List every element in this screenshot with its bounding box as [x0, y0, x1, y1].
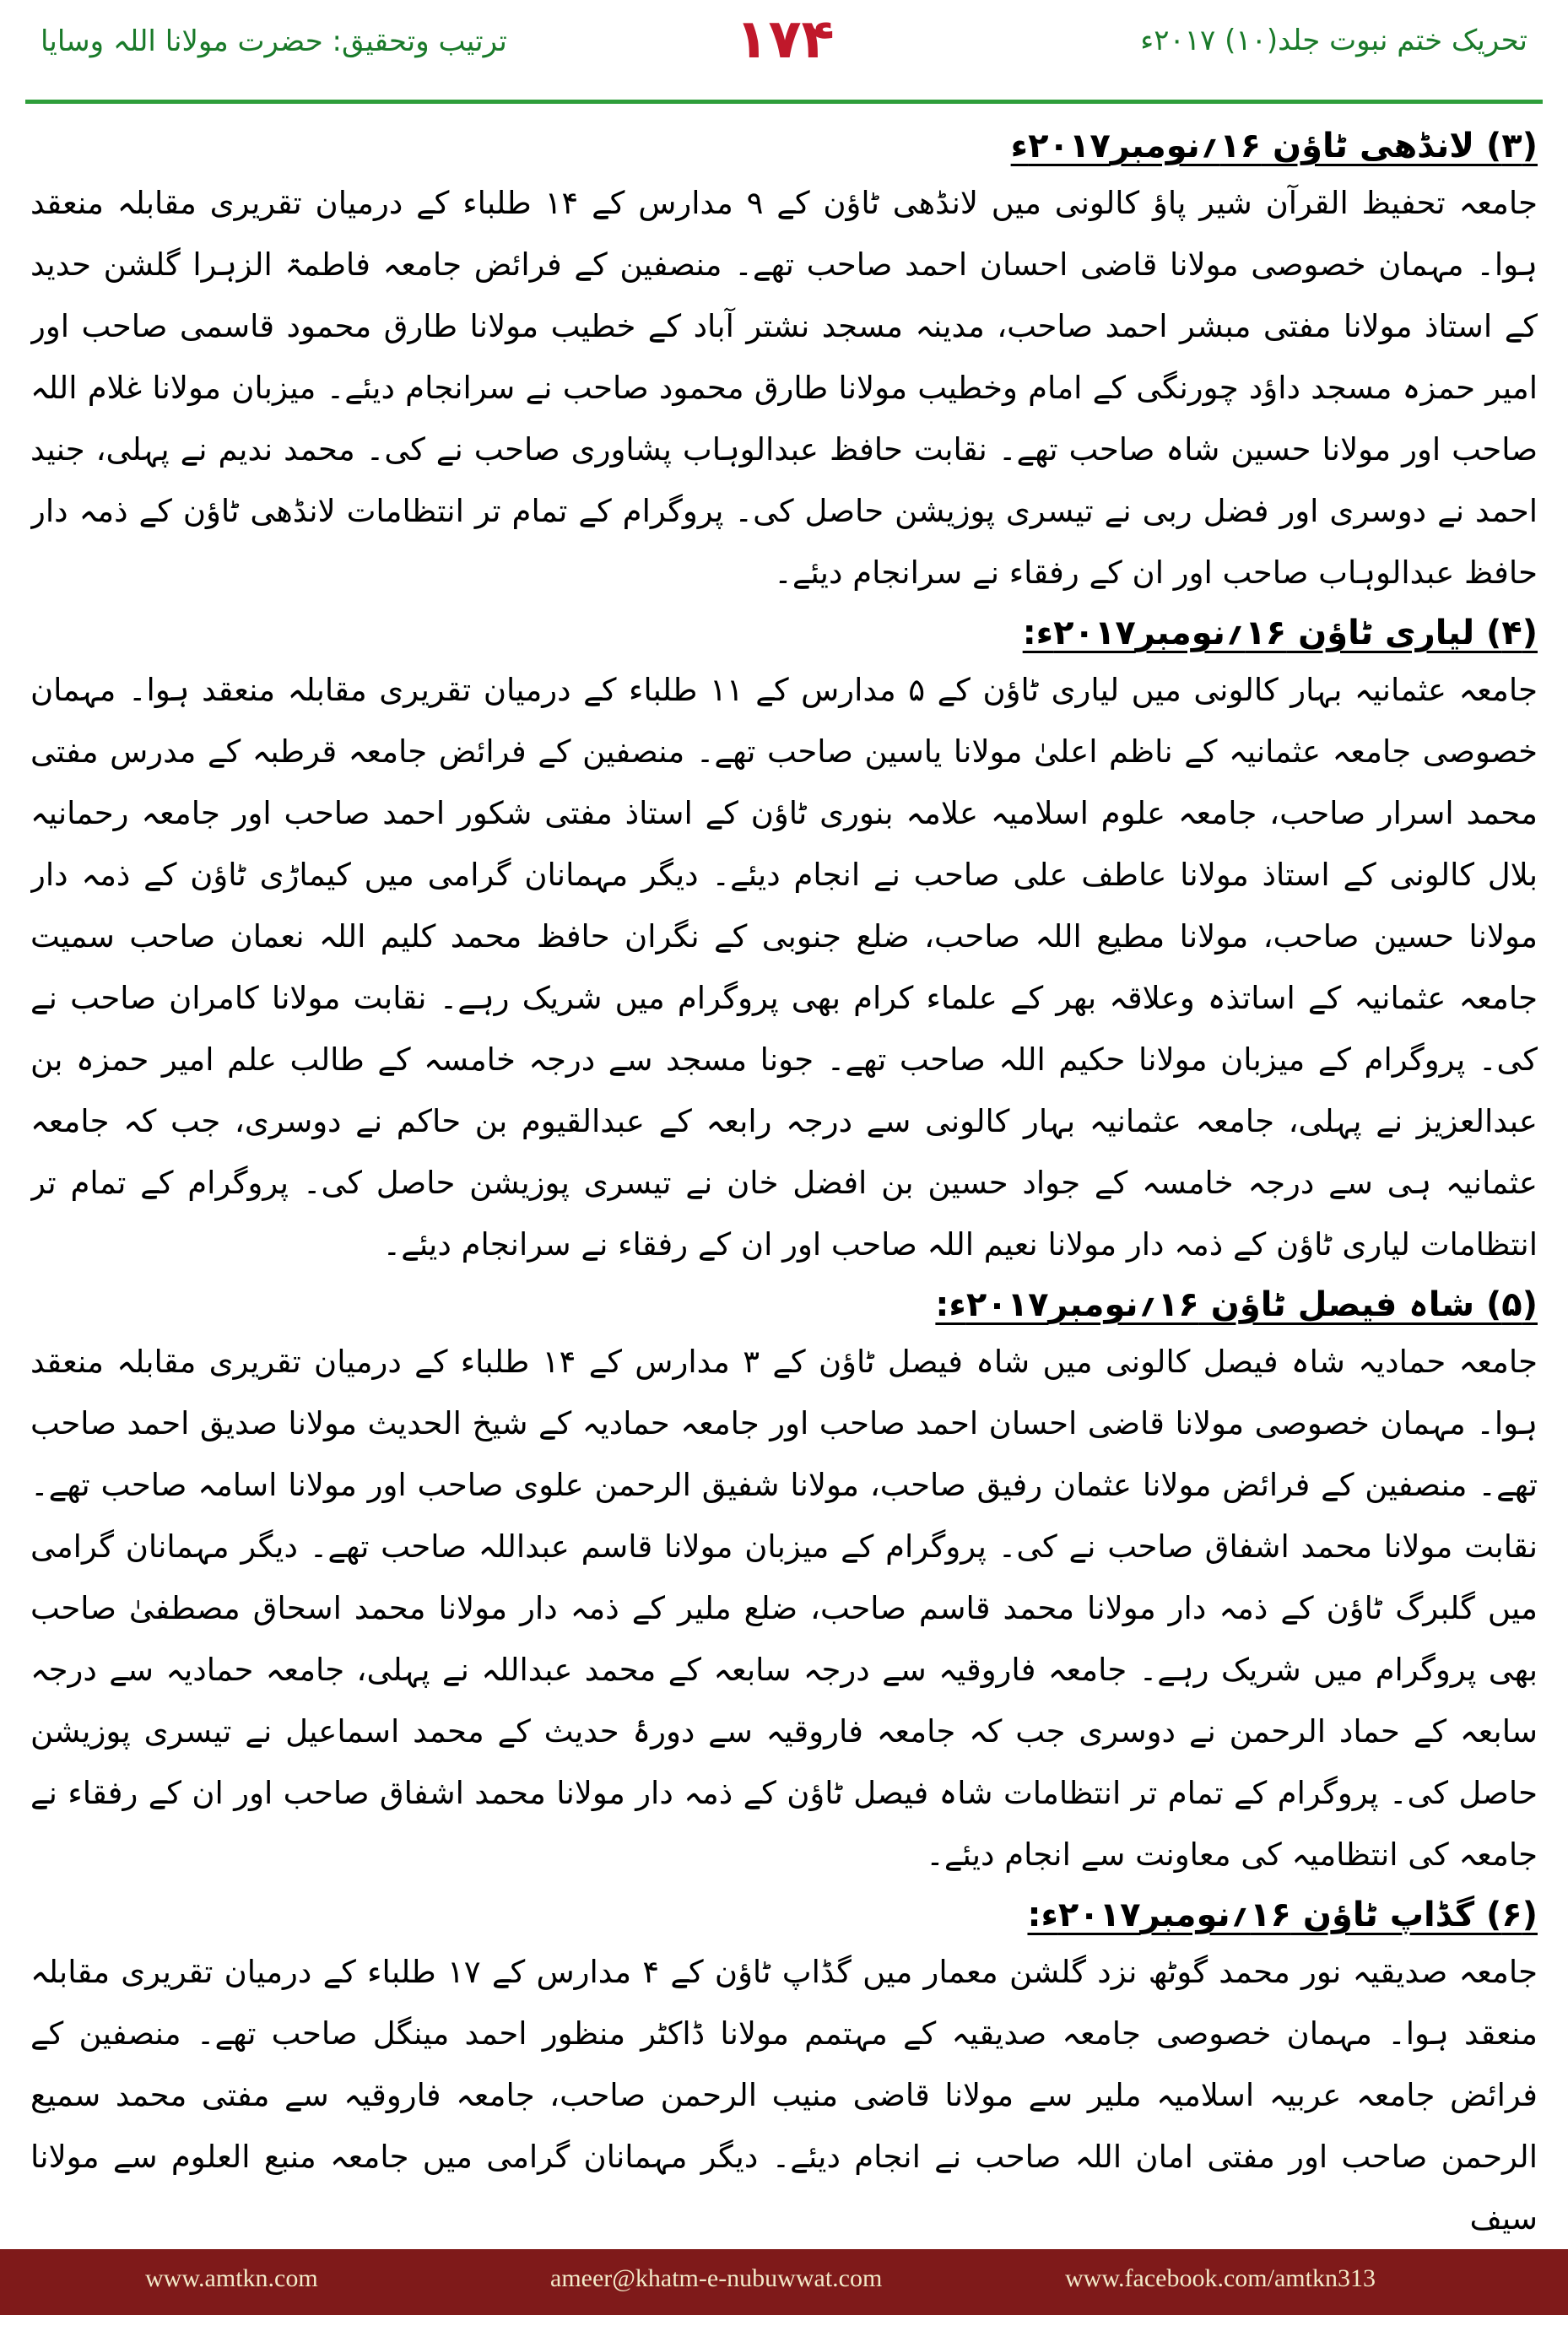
section-heading: (۵) شاہ فیصل ٹاؤن ۱۶؍نومبر۲۰۱۷ء: [935, 1285, 1538, 1324]
section-heading: (۳) لانڈھی ٹاؤن ۱۶؍نومبر۲۰۱۷ء [1010, 127, 1538, 165]
section-shah-faisal [30, 1280, 1538, 1885]
page-number: ۱۷۴ [735, 8, 835, 71]
section-paragraph: جامعہ حمادیہ شاہ فیصل کالونی میں شاہ فیصل ٹاؤن کے ۳ مدارس کے ۱۴ طلباء کے درمیان تقریری مقابلہ منعقد ہوا۔ مہمان خصوصی مولانا قاضی احسان احمد صاحب اور جامعہ حمادیہ کے شیخ الحدیث مولانا صدیق احمد صاحب تھے۔ منصفین کے فرائض مولانا عثمان رفیق صاحب، مولانا شفیق الرحمن علوی صاحب اور مولانا اسامہ صاحب تھے۔ نقابت مولانا محمد اشفاق صاحب نے کی۔ پروگرام کے میزبان مولانا قاسم عبداللہ صاحب تھے۔ دیگر مہمانان گرامی میں گلبرگ ٹاؤن کے ذمہ دار مولانا محمد قاسم صاحب، ضلع ملیر کے ذمہ دار مولانا محمد اسحاق مصطفیٰ صاحب بھی پروگرام میں شریک رہے۔ جامعہ فاروقیہ سے درجہ سابعہ کے محمد عبداللہ نے پہلی، جامعہ حمادیہ سے درجہ سابعہ کے حماد الرحمن نے دوسری جب کہ جامعہ فاروقیہ سے دورۂ حدیث کے محمد اسماعیل نے تیسری پوزیشن حاصل کی۔ پروگرام کے تمام تر انتظامات شاہ فیصل ٹاؤن کے ذمہ دار مولانا محمد اشفاق صاحب اور ان کے رفقاء نے جامعہ کی انتظامیہ کی معاونت سے انجام دیئے۔ [30, 1344, 1538, 1873]
section-gadap [30, 1890, 1538, 2239]
compiler-credit: ترتیب وتحقیق: حضرت مولانا اللہ وسایا [41, 24, 507, 58]
header-divider [25, 100, 1543, 104]
website-link[interactable]: www.amtkn.com [145, 2264, 318, 2292]
series-title: تحریک ختم نبوت جلد(۱۰) ۲۰۱۷ء [1140, 24, 1527, 57]
section-lyari [30, 608, 1538, 1275]
section-paragraph: جامعہ تحفیظ القرآن شیر پاؤ کالونی میں لانڈھی ٹاؤن کے ۹ مدارس کے ۱۴ طلباء کے درمیان تقریری مقابلہ منعقد ہوا۔ مہمان خصوصی مولانا قاضی احسان احمد صاحب تھے۔ منصفین کے فرائض جامعہ فاطمۃ الزہرا گلشن حدید کے استاذ مولانا مفتی مبشر احمد صاحب، مدینہ مسجد نشتر آباد کے خطیب مولانا طارق محمود قاسمی صاحب اور امیر حمزہ مسجد داؤد چورنگی کے امام وخطیب مولانا طارق محمود صاحب نے سرانجام دیئے۔ میزبان مولانا غلام اللہ صاحب اور مولانا حسین شاہ صاحب تھے۔ نقابت حافظ عبدالوہاب پشاوری صاحب نے کی۔ محمد ندیم نے پہلی، جنید احمد نے دوسری اور فضل ربی نے تیسری پوزیشن حاصل کی۔ پروگرام کے تمام تر انتظامات لانڈھی ٹاؤن کے ذمہ دار حافظ عبدالوہاب صاحب اور ان کے رفقاء نے سرانجام دیئے۔ [30, 185, 1538, 591]
section-landhi [30, 122, 1538, 603]
page-header [0, 0, 1568, 110]
section-paragraph: جامعہ صدیقیہ نور محمد گوٹھ نزد گلشن معمار میں گڈاپ ٹاؤن کے ۴ مدارس کے ۱۷ طلباء کے درمیان تقریری مقابلہ منعقد ہوا۔ مہمان خصوصی جامعہ صدیقیہ کے مہتمم مولانا ڈاکٹر منظور احمد مینگل صاحب تھے۔ منصفین کے فرائض جامعہ عربیہ اسلامیہ ملیر سے مولانا قاضی منیب الرحمن صاحب، جامعہ فاروقیہ سے مفتی محمد سمیع الرحمن صاحب اور مفتی امان اللہ صاحب نے انجام دیئے۔ دیگر مہمانان گرامی میں جامعہ منبع العلوم سے مولانا سیف [30, 1954, 1538, 2237]
facebook-link[interactable]: www.facebook.com/amtkn313 [1065, 2264, 1376, 2292]
page-body [30, 116, 1538, 2239]
page-footer [0, 2249, 1568, 2315]
section-paragraph: جامعہ عثمانیہ بہار کالونی میں لیاری ٹاؤن کے ۵ مدارس کے ۱۱ طلباء کے درمیان تقریری مقابلہ منعقد ہوا۔ مہمان خصوصی جامعہ عثمانیہ کے ناظم اعلیٰ مولانا یاسین صاحب تھے۔ منصفین کے فرائض جامعہ قرطبہ کے مدرس مفتی محمد اسرار صاحب، جامعہ علوم اسلامیہ علامہ بنوری ٹاؤن کے استاذ مفتی شکور احمد صاحب اور جامعہ رحمانیہ بلال کالونی کے استاذ مولانا عاطف علی صاحب نے انجام دیئے۔ دیگر مہمانان گرامی میں کیماڑی ٹاؤن کے ذمہ دار مولانا حسین صاحب، مولانا مطیع اللہ صاحب، ضلع جنوبی کے نگران حافظ محمد کلیم اللہ نعمان صاحب سمیت جامعہ عثمانیہ کے اساتذہ وعلاقہ بھر کے علماء کرام بھی پروگرام میں شریک رہے۔ نقابت مولانا کامران صاحب نے کی۔ پروگرام کے میزبان مولانا حکیم اللہ صاحب تھے۔ جونا مسجد سے درجہ خامسہ کے طالب علم امیر حمزہ بن عبدالعزیز نے پہلی، جامعہ عثمانیہ بہار کالونی سے درجہ رابعہ کے عبدالقیوم بن حاکم نے دوسری، جب کہ جامعہ عثمانیہ ہی سے درجہ خامسہ کے جواد حسین بن افضل خان نے تیسری پوزیشن حاصل کی۔ پروگرام کے تمام تر انتظامات لیاری ٹاؤن کے ذمہ دار مولانا نعیم اللہ صاحب اور ان کے رفقاء نے سرانجام دیئے۔ [30, 672, 1538, 1263]
email-link[interactable]: ameer@khatm-e-nubuwwat.com [550, 2264, 883, 2292]
section-heading: (۴) لیاری ٹاؤن ۱۶؍نومبر۲۰۱۷ء: [1022, 614, 1538, 652]
section-heading: (۶) گڈاپ ٹاؤن ۱۶؍نومبر۲۰۱۷ء: [1027, 1896, 1538, 1934]
